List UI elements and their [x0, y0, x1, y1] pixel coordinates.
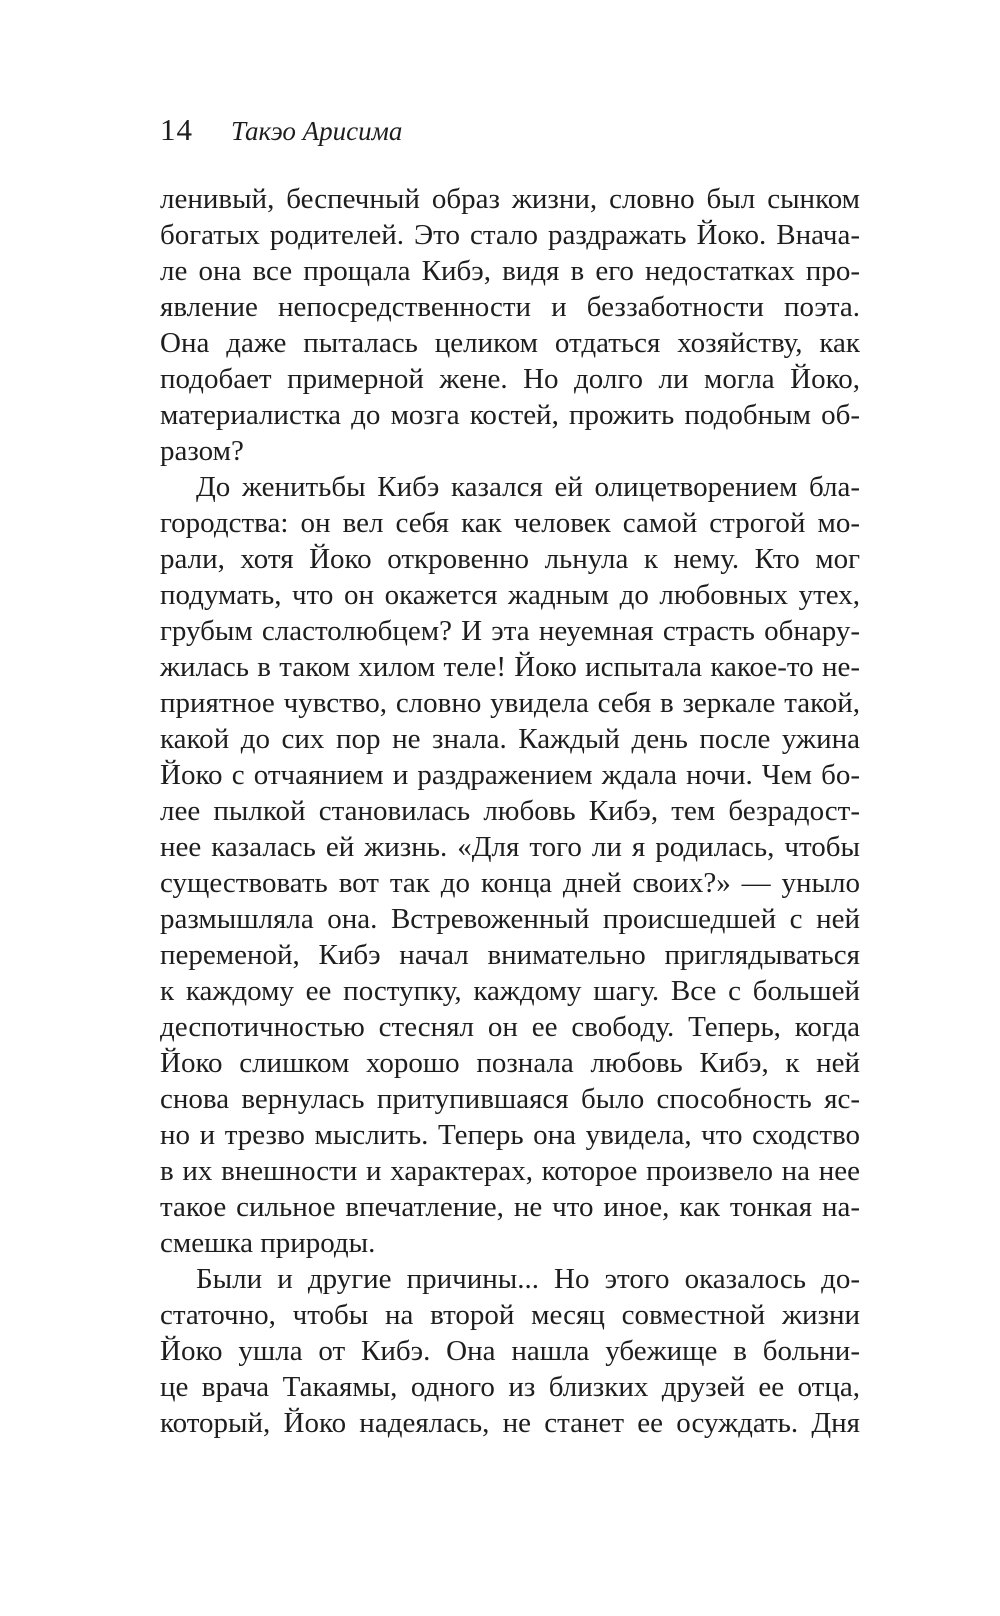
- text-line: ле она все прощала Кибэ, видя в его недостатках про-: [160, 255, 860, 287]
- text-line: лее пылкой становилась любовь Кибэ, тем безрадост-: [160, 795, 860, 827]
- body-text: [160, 181, 860, 1441]
- text-line: подобает примерной жене. Но долго ли могла Йоко,: [160, 363, 860, 395]
- text-line: размышляла она. Встревоженный происшедшей с ней: [160, 903, 860, 935]
- text-line: но и трезво мыслить. Теперь она увидела, что сходство: [160, 1119, 860, 1151]
- text-line: смешка природы.: [160, 1227, 376, 1259]
- page-header: [160, 112, 402, 160]
- text-line: Она даже пыталась целиком отдаться хозяйству, как: [160, 327, 860, 359]
- text-line: грубым сластолюбцем? И эта неуемная страсть обнару-: [160, 615, 860, 647]
- page-number: 14: [160, 112, 193, 147]
- text-line: це врача Такаямы, одного из близких друзей ее отца,: [160, 1371, 860, 1403]
- text-line: Йоко ушла от Кибэ. Она нашла убежище в больни-: [160, 1335, 860, 1367]
- running-title: Такэо Арисима: [231, 116, 403, 146]
- text-line: подумать, что он окажется жадным до любовных утех,: [160, 579, 860, 611]
- text-line: материалистка до мозга костей, прожить подобным об-: [160, 399, 860, 431]
- text-line: такое сильное впечатление, не что иное, как тонкая на-: [160, 1191, 860, 1223]
- text-line: в их внешности и характерах, которое произвело на нее: [160, 1155, 860, 1187]
- text-line: который, Йоко надеялась, не станет ее осуждать. Дня: [160, 1407, 860, 1439]
- text-line: деспотичностью стеснял он ее свободу. Теперь, когда: [160, 1011, 860, 1043]
- text-line: какой до сих пор не знала. Каждый день после ужина: [160, 723, 860, 755]
- text-line: богатых родителей. Это стало раздражать Йоко. Внача-: [160, 219, 860, 251]
- text-line: разом?: [160, 435, 244, 467]
- text-line: ленивый, беспечный образ жизни, словно был сынком: [160, 183, 860, 215]
- text-line: нее казалась ей жизнь. «Для того ли я родилась, чтобы: [160, 831, 860, 863]
- text-line: существовать вот так до конца дней своих?» — уныло: [160, 867, 860, 899]
- text-line: жилась в таком хилом теле! Йоко испытала какое-то не-: [160, 651, 860, 683]
- text-line: рали, хотя Йоко откровенно льнула к нему. Кто мог: [160, 543, 860, 575]
- text-line: к каждому ее поступку, каждому шагу. Все с большей: [160, 975, 860, 1007]
- text-line: Были и другие причины... Но этого оказалось до-: [196, 1263, 860, 1295]
- text-line: городства: он вел себя как человек самой строгой мо-: [160, 507, 860, 539]
- text-line: приятное чувство, словно увидела себя в зеркале такой,: [160, 687, 860, 719]
- text-line: Йоко с отчаянием и раздражением ждала ночи. Чем бо-: [160, 759, 860, 791]
- text-line: Йоко слишком хорошо познала любовь Кибэ, к ней: [160, 1047, 860, 1079]
- text-line: статочно, чтобы на второй месяц совместной жизни: [160, 1299, 860, 1331]
- text-line: переменой, Кибэ начал внимательно приглядываться: [160, 939, 860, 971]
- text-line: снова вернулась притупившаяся было способность яс-: [160, 1083, 860, 1115]
- text-line: явление непосредственности и беззаботности поэта.: [160, 291, 860, 323]
- text-line: До женитьбы Кибэ казался ей олицетворением бла-: [196, 471, 860, 503]
